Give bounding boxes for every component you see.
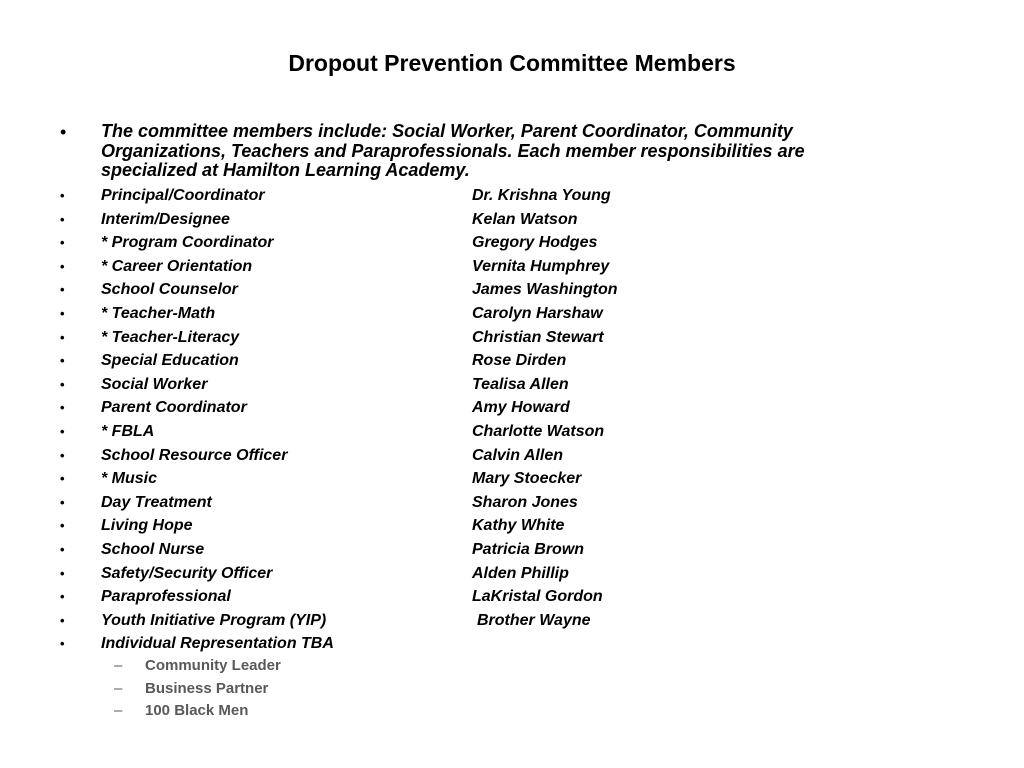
bullet-icon: • (60, 376, 65, 392)
member-name: Patricia Brown (472, 540, 585, 558)
member-row (60, 491, 960, 515)
member-name: Dr. Krishna Young (472, 187, 611, 204)
bullet-icon: • (60, 494, 65, 510)
member-name: James Washington (472, 281, 618, 299)
member-role: Social Worker (101, 375, 208, 393)
bullet-icon: • (60, 447, 65, 463)
member-row (60, 585, 960, 609)
member-role: Individual Representation TBA (101, 635, 334, 653)
member-name: Gregory Hodges (472, 234, 598, 252)
bullet-icon: • (60, 282, 65, 298)
member-name: Christian Stewart (472, 328, 604, 346)
member-role: Interim/Designee (101, 210, 230, 228)
member-role: School Counselor (101, 281, 238, 299)
member-list (60, 184, 960, 656)
member-role: Principal/Coordinator (101, 187, 265, 204)
bullet-icon: • (60, 305, 65, 321)
member-name: Calvin Allen (472, 446, 563, 464)
bullet-icon: • (60, 565, 65, 581)
dash-icon: – (114, 679, 123, 697)
member-name: Carolyn Harshaw (472, 304, 603, 322)
member-role: Paraprofessional (101, 588, 231, 606)
member-row (60, 255, 960, 279)
bullet-icon: • (60, 636, 65, 652)
member-name: Sharon Jones (472, 493, 578, 511)
bullet-icon: • (60, 423, 65, 439)
member-row (60, 632, 960, 656)
bullet-icon: • (60, 400, 65, 416)
member-name: Rose Dirden (472, 352, 567, 370)
member-name: Kathy White (472, 517, 565, 535)
member-row (60, 373, 960, 397)
bullet-icon: • (60, 353, 65, 369)
bullet-icon: • (60, 589, 65, 605)
member-row (60, 396, 960, 420)
member-role: School Nurse (101, 540, 205, 558)
member-role: Youth Initiative Program (YIP) (101, 611, 327, 629)
member-row (60, 467, 960, 491)
member-role: Special Education (101, 352, 239, 370)
bullet-icon: • (60, 471, 65, 487)
member-name: LaKristal Gordon (472, 588, 603, 606)
member-row (60, 208, 960, 232)
bullet-icon: • (60, 211, 65, 227)
bullet-icon: • (60, 612, 65, 628)
member-name: Vernita Humphrey (472, 257, 610, 275)
bullet-icon: • (60, 518, 65, 534)
member-row (60, 562, 960, 586)
member-row (60, 609, 960, 633)
member-role: * Program Coordinator (101, 234, 274, 252)
bullet-icon: • (60, 235, 65, 251)
slide-title: Dropout Prevention Committee Members (288, 50, 736, 76)
member-role: * Teacher-Math (101, 304, 216, 322)
sub-item-label: Business Partner (145, 679, 269, 697)
member-role: School Resource Officer (101, 446, 288, 464)
bullet-icon: • (60, 329, 65, 345)
member-name: Tealisa Allen (472, 375, 569, 393)
member-row (60, 302, 960, 326)
sub-item-label: Community Leader (145, 657, 281, 674)
intro-text: The committee members include: Social Worker, Parent Coordinator, Community Organizations, Teachers and Paraprofessionals. Each member responsibilities are specialized at Hamilton Learning Academy. (101, 121, 805, 180)
member-role: * FBLA (101, 422, 155, 440)
member-name: Charlotte Watson (472, 422, 605, 440)
member-name: Kelan Watson (472, 210, 578, 228)
member-name: Mary Stoecker (472, 470, 582, 488)
dash-icon: – (114, 702, 123, 719)
member-role: Safety/Security Officer (101, 564, 273, 582)
member-row (60, 231, 960, 255)
bullet-icon: • (60, 541, 65, 557)
member-name: Alden Phillip (472, 564, 569, 582)
member-role: Day Treatment (101, 493, 212, 511)
member-name: Amy Howard (472, 399, 570, 417)
bullet-icon: • (60, 258, 65, 274)
member-row (60, 420, 960, 444)
dash-icon: – (114, 657, 123, 674)
member-row (60, 444, 960, 468)
member-role: * Career Orientation (101, 257, 253, 275)
bullet-icon: • (60, 188, 65, 203)
member-row (60, 326, 960, 350)
member-name: Brother Wayne (477, 611, 591, 629)
member-row (60, 538, 960, 562)
member-role: * Music (101, 470, 158, 488)
sub-item-label: 100 Black Men (145, 702, 249, 719)
member-row (60, 184, 960, 208)
member-role: Living Hope (101, 517, 193, 535)
bullet-icon: • (60, 122, 67, 142)
member-row (60, 278, 960, 302)
member-role: Parent Coordinator (101, 399, 247, 417)
member-role: * Teacher-Literacy (101, 328, 240, 346)
member-row (60, 514, 960, 538)
member-row (60, 349, 960, 373)
